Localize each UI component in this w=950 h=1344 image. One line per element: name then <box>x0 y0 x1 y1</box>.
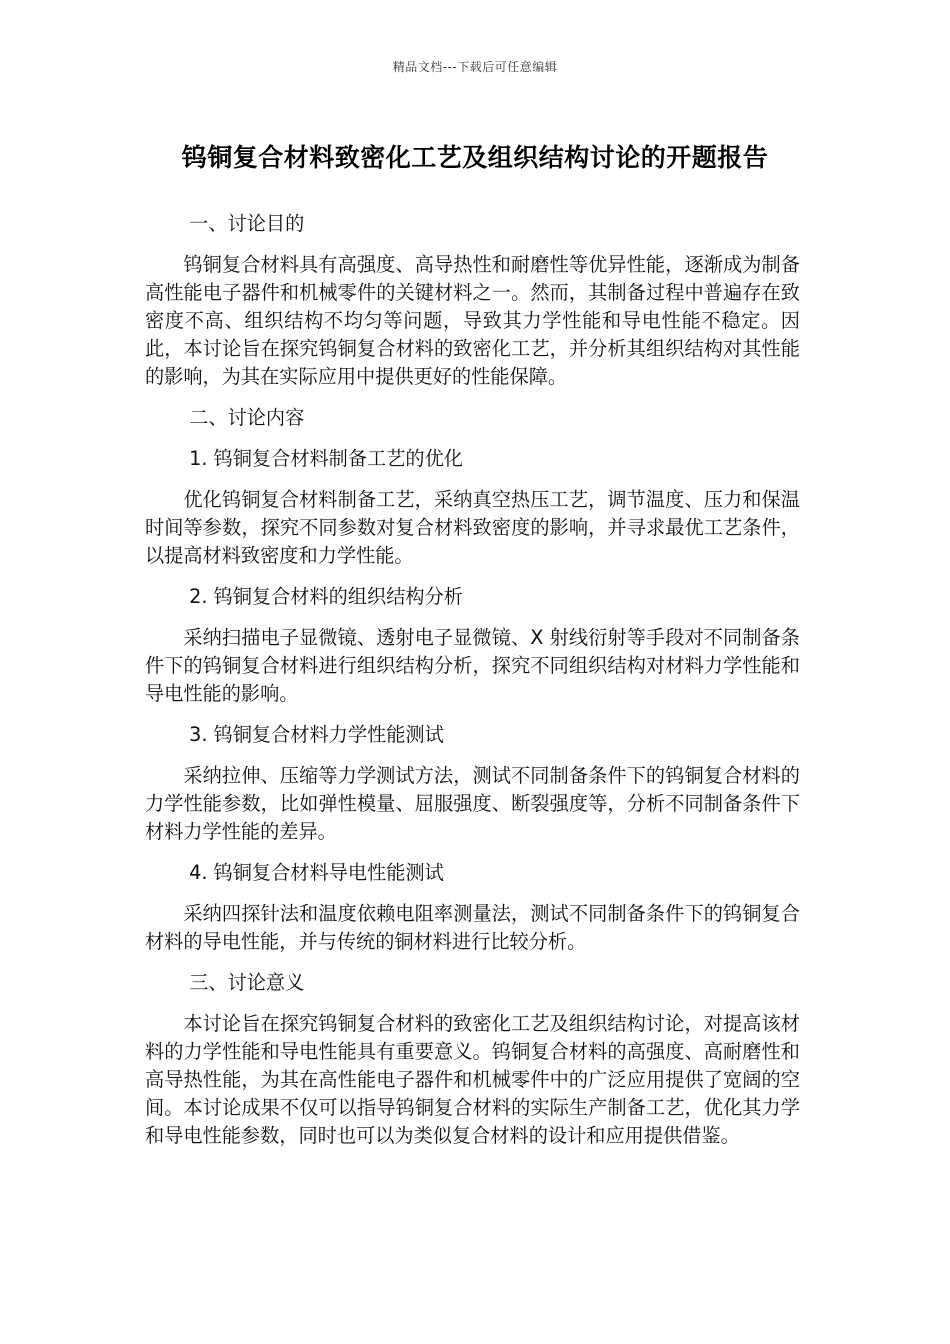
paragraph-purpose: 钨铜复合材料具有高强度、高导热性和耐磨性等优异性能，逐渐成为制备高性能电子器件和机械零件的关键材料之一。然而，其制备过程中普遍存在致密度不高、组织结构不均匀等问题，导致其力学性能和导电性能不稳定。因此，本讨论旨在探究钨铜复合材料的致密化工艺，并分析其组织结构对其性能的影响，为其在实际应用中提供更好的性能保障。 <box>145 253 800 388</box>
paragraph-process-optimization: 优化钨铜复合材料制备工艺，采纳真空热压工艺，调节温度、压力和保温时间等参数，探究不同参数对复合材料致密度的影响，并寻求最优工艺条件，以提高材料致密度和力学性能。 <box>145 488 800 567</box>
document-body <box>145 210 800 1163</box>
section-heading-content: 二、讨论内容 <box>189 406 305 429</box>
section-heading-purpose: 一、讨论目的 <box>189 212 305 235</box>
paragraph-significance: 本讨论旨在探究钨铜复合材料的致密化工艺及组织结构讨论，对提高该材料的力学性能和导电性能具有重要意义。钨铜复合材料的高强度、高耐磨性和高导热性能，为其在高性能电子器件和机械零件中的广泛应用提供了宽阔的空间。本讨论成果不仅可以指导钨铜复合材料的实际生产制备工艺，优化其力学和导电性能参数，同时也可以为类似复合材料的设计和应用提供借鉴。 <box>145 1012 800 1147</box>
subheading-mechanical-testing: 3. 钨铜复合材料力学性能测试 <box>189 723 444 746</box>
paragraph-microstructure-analysis: 采纳扫描电子显微镜、透射电子显微镜、X 射线衍射等手段对不同制备条件下的钨铜复合材料进行组织结构分析，探究不同组织结构对材料力学性能和导电性能的影响。 <box>145 626 800 705</box>
page-header: 精品文档---下载后可任意编辑 <box>392 60 558 74</box>
paragraph-mechanical-testing: 采纳拉伸、压缩等力学测试方法，测试不同制备条件下的钨铜复合材料的力学性能参数，比如弹性模量、屈服强度、断裂强度等，分析不同制备条件下材料力学性能的差异。 <box>145 764 800 843</box>
subheading-conductivity-testing: 4. 钨铜复合材料导电性能测试 <box>189 861 444 884</box>
document-title: 钨铜复合材料致密化工艺及组织结构讨论的开题报告 <box>181 143 769 172</box>
subheading-process-optimization: 1. 钨铜复合材料制备工艺的优化 <box>189 447 463 470</box>
subheading-microstructure-analysis: 2. 钨铜复合材料的组织结构分析 <box>189 585 463 608</box>
paragraph-conductivity-testing: 采纳四探针法和温度依赖电阻率测量法，测试不同制备条件下的钨铜复合材料的导电性能，并与传统的铜材料进行比较分析。 <box>145 902 800 953</box>
section-heading-significance: 三、讨论意义 <box>189 971 305 994</box>
